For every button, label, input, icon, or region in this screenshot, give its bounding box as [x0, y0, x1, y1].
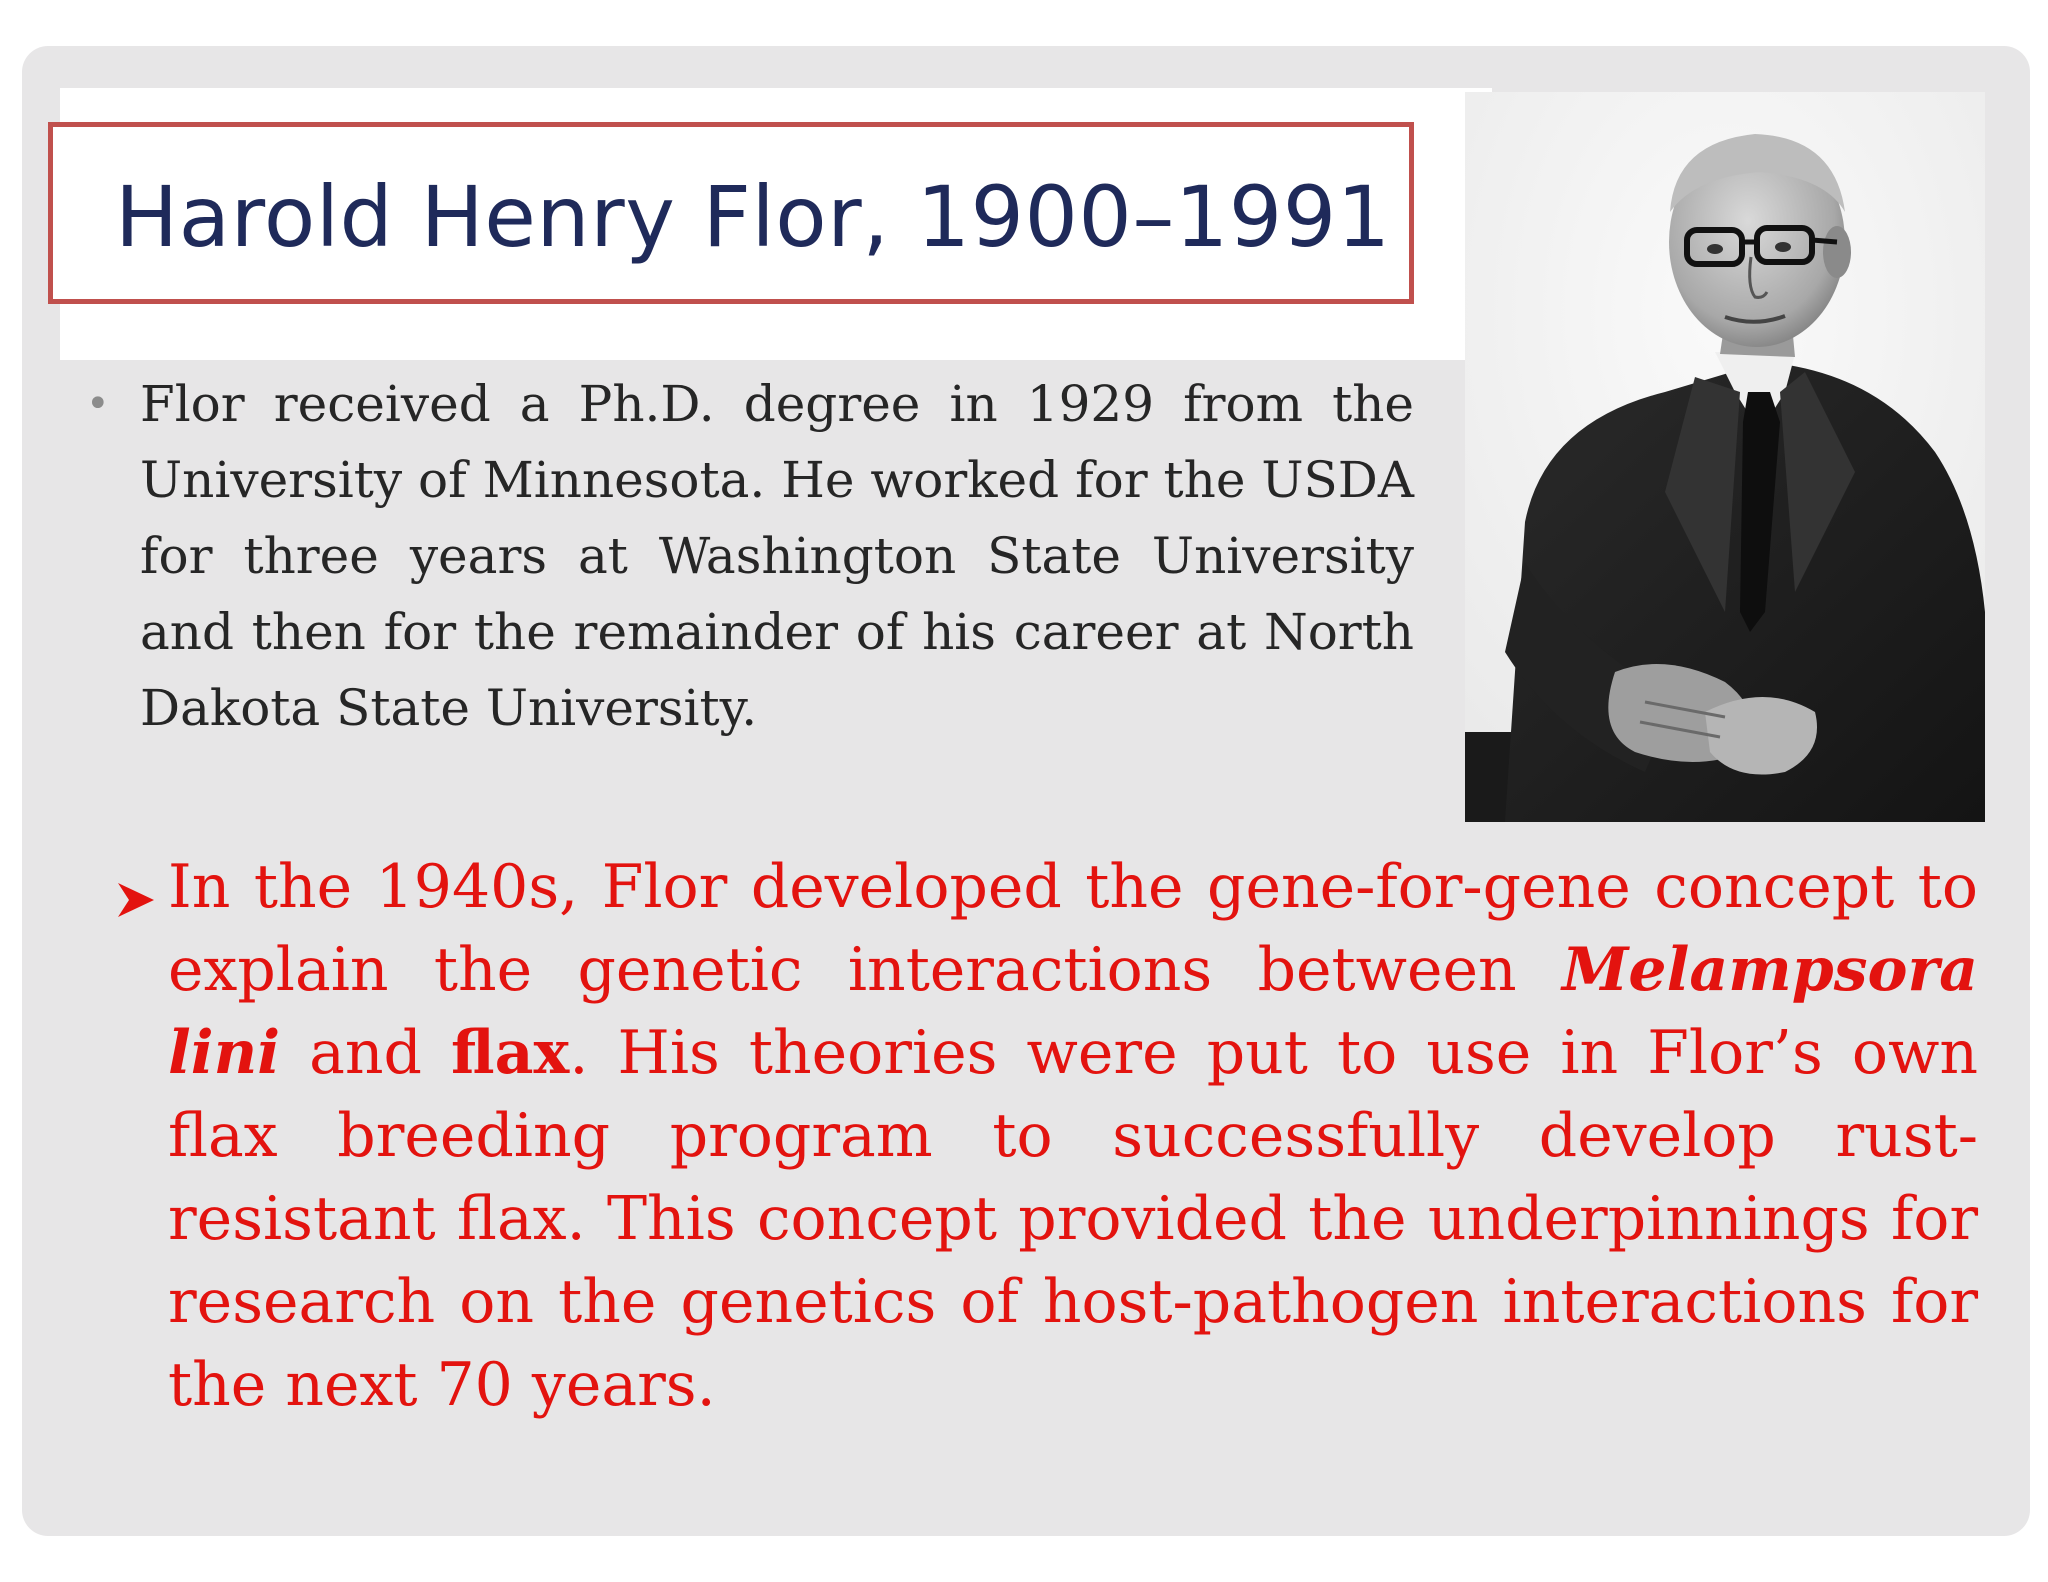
species-name: Melampsora lini: [168, 935, 1978, 1088]
bullet-item-career: [86, 366, 1414, 746]
slide-title: Harold Henry Flor, 1900–1991: [115, 168, 1391, 266]
bullet2-text-part1: In the 1940s, Flor developed the gene-for-gene concept to explain the genetic interactions between: [168, 852, 1978, 1005]
bullet-dot-icon: •: [86, 381, 110, 427]
portrait-photo: [1465, 92, 1985, 822]
bullet2-text-part3: . His theories were put to use in Flor’s own flax breeding program to successfully develop rust-resistant flax. This concept provided the underpinnings for research on the genetics of host-pathogen interactions for the next 70 years.: [168, 1018, 1979, 1420]
bullet-item-gene-for-gene: [88, 846, 1978, 1427]
crop-name: flax: [451, 1018, 570, 1088]
slide: [22, 46, 2030, 1536]
bullet2-text-part2: and: [280, 1018, 452, 1088]
portrait-illustration: [1465, 92, 1985, 822]
arrow-bullet-icon: [116, 881, 156, 919]
title-box: [48, 122, 1414, 304]
bullet-text-career: Flor received a Ph.D. degree in 1929 from the University of Minnesota. He worked for the USDA for three years at Washington State University and then for the remainder of his career at North Dakota State University.: [140, 375, 1414, 737]
bullet-text-gene-for-gene: [88, 846, 1978, 1427]
